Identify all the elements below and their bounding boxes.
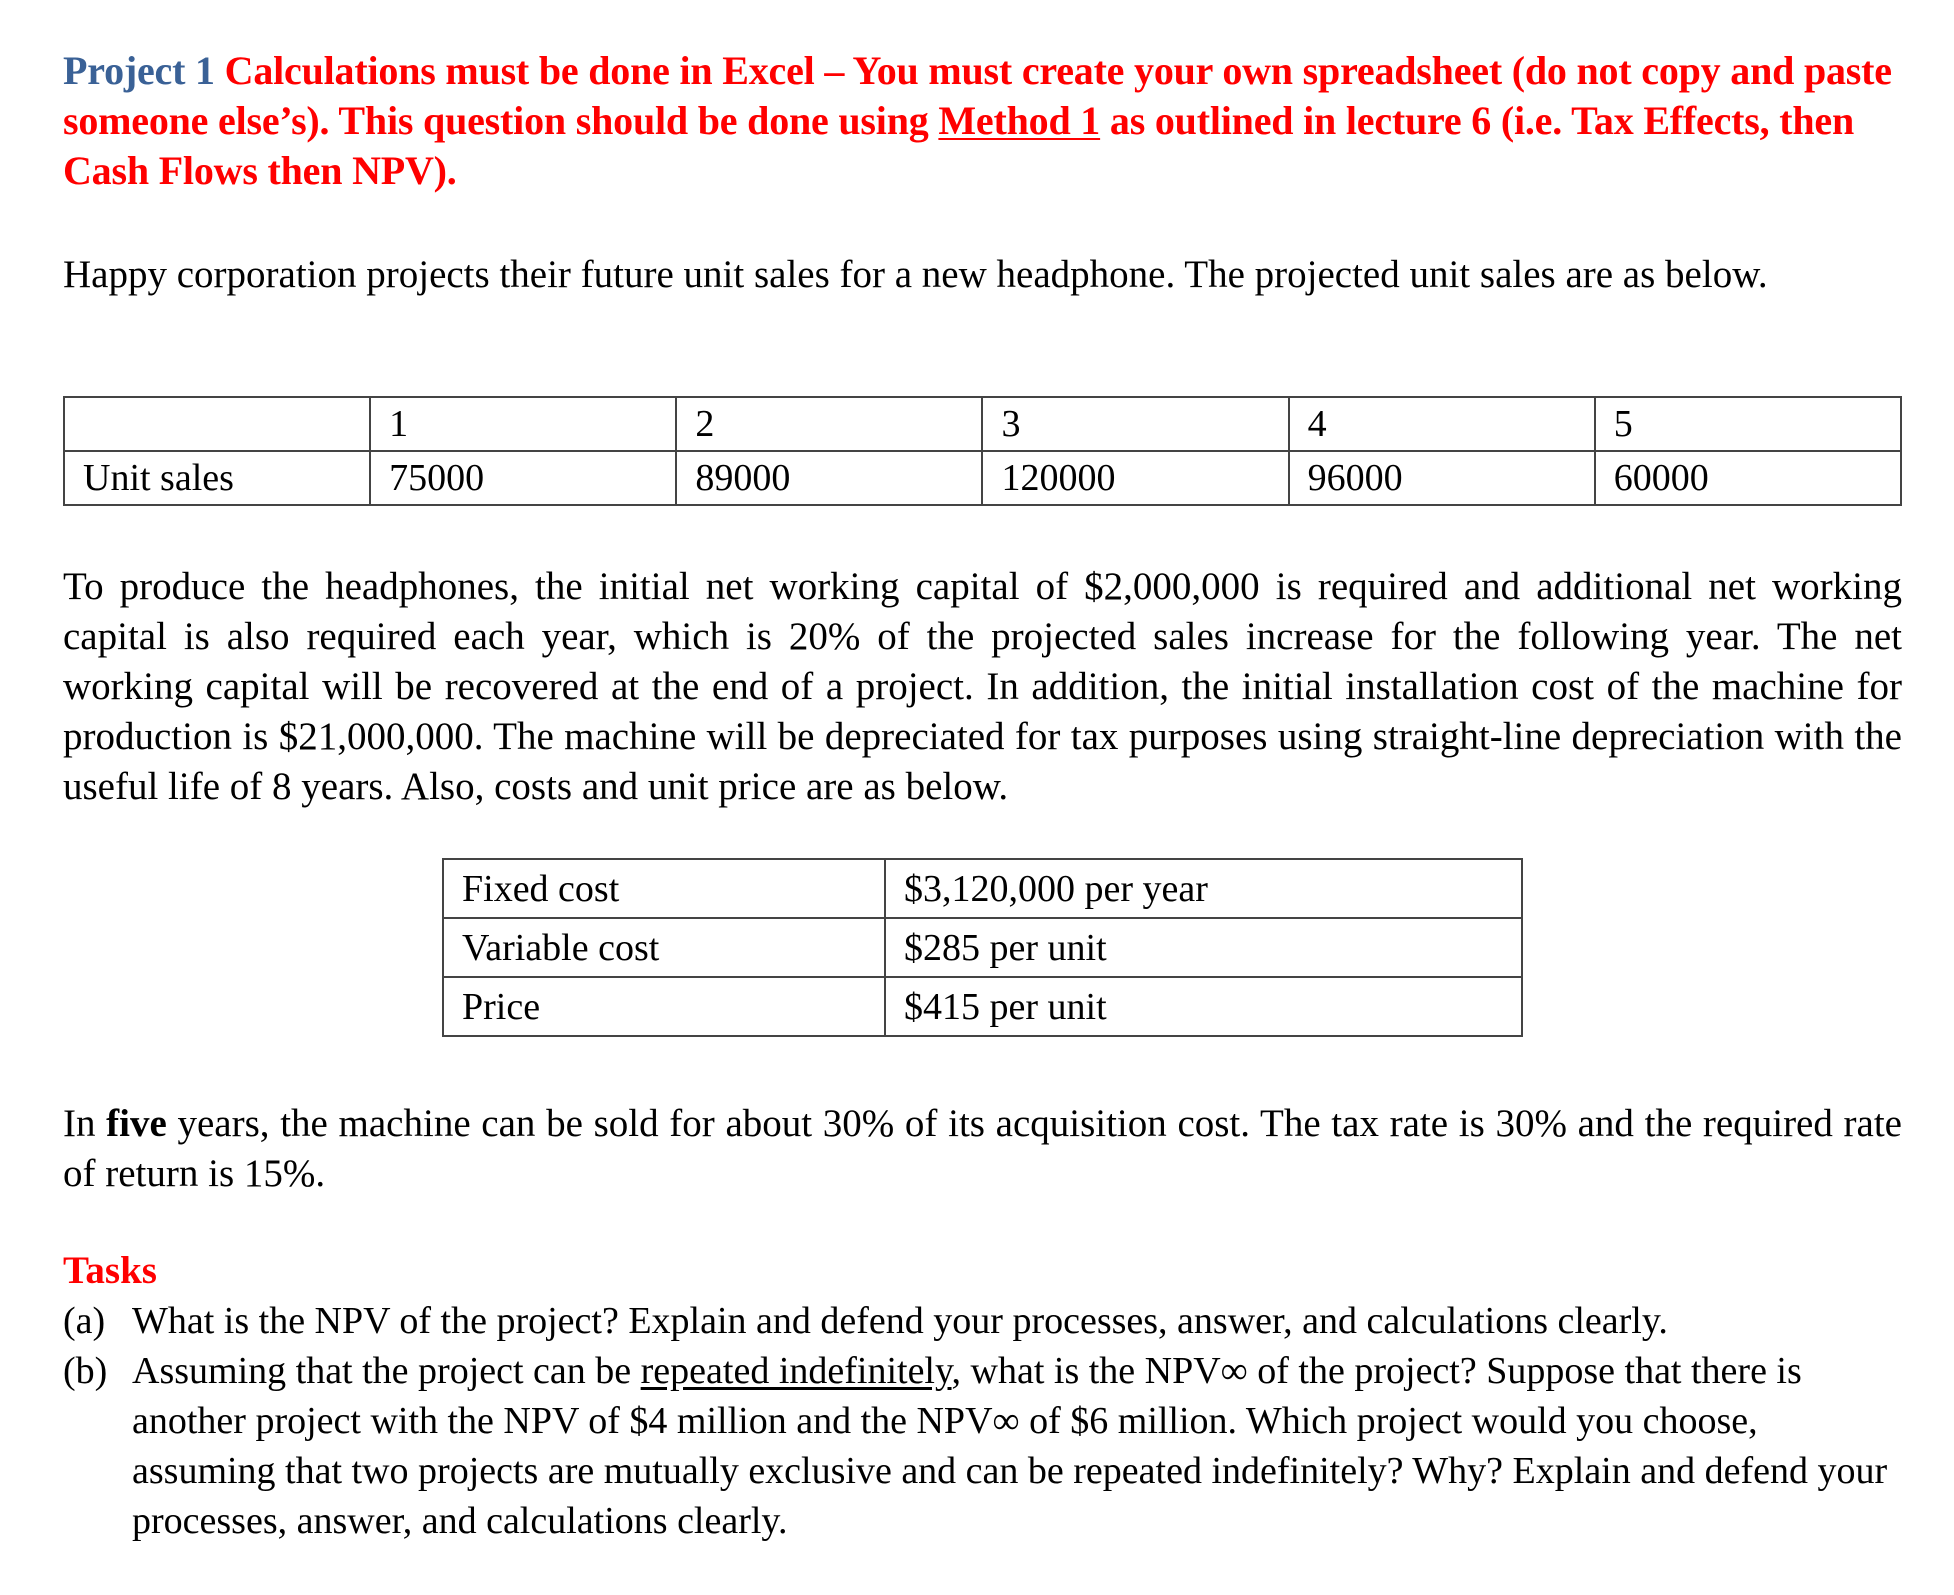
table-row [443,859,1522,918]
table-cell: $3,120,000 per year [885,859,1522,918]
table-cell: 1 [370,397,676,451]
table-cell: 60000 [1595,451,1901,505]
table-row [443,918,1522,977]
table-cell: Fixed cost [443,859,885,918]
task-item-b [63,1346,1902,1546]
instruction-text-cont: as outlined in lecture 6 (i.e. Tax Effects, then Cash Flows then NPV). [63,98,1855,193]
table-cell: Variable cost [443,918,885,977]
table-cell: $285 per unit [885,918,1522,977]
table-cell: 89000 [676,451,982,505]
table-cell: 96000 [1289,451,1595,505]
table-cell: 120000 [982,451,1288,505]
salvage-paragraph [63,1099,1902,1199]
salvage-bold-word: five [106,1102,167,1145]
table-cell: 3 [982,397,1288,451]
salvage-prefix: In [63,1102,107,1145]
task-text [132,1346,1902,1546]
table-row [443,977,1522,1036]
intro-paragraph: Happy corporation projects their future unit sales for a new headphone. The projected unit sales are as below. [63,253,1768,296]
table-cell: 4 [1289,397,1595,451]
task-label: (b) [63,1350,108,1392]
table-cell: Price [443,977,885,1036]
table-cell: 2 [676,397,982,451]
table-header-row [64,397,1901,451]
table-row [64,451,1901,505]
assignment-header [63,46,1902,196]
task-text: What is the NPV of the project? Explain and defend your processes, answer, and calculations clearly. [132,1300,1668,1342]
task-text-after: , what is the NPV∞ of the project? Suppose that there is another project with the NPV of $4 million and the NPV∞ of $6 million. Which project would you choose, assuming that two projects are mutually exclusive and can be repeated indefinitely? Why? Explain and defend your processes, answer, and calculations clearly. [132,1350,1888,1542]
task-text-before: Assuming that the project can be [132,1350,641,1392]
salvage-suffix: years, the machine can be sold for about 30% of its acquisition cost. The tax rate is 30% and the required rate of return is 15%. [63,1102,1902,1195]
method-1-link: Method 1 [938,98,1101,143]
task-item-a [63,1296,1902,1346]
unit-sales-table [63,396,1902,506]
tasks-heading: Tasks [63,1249,157,1292]
project-label: Project 1 [63,48,215,93]
table-cell: Unit sales [64,451,370,505]
task-underlined-text: repeated indefinitely [640,1350,952,1392]
table-cell: 75000 [370,451,676,505]
table-cell: $415 per unit [885,977,1522,1036]
table-cell: 5 [1595,397,1901,451]
instruction-text: Calculations must be done in Excel – You must create your own spreadsheet (do not copy and paste someone else’s). This question should be done using [63,48,1892,143]
table-cell [64,397,370,451]
details-paragraph: To produce the headphones, the initial net working capital of $2,000,000 is required and additional net working capital is also required each year, which is 20% of the projected sales increase for the following year. The net working capital will be recovered at the end of a project. In addition, the initial installation cost of the machine for production is $21,000,000. The machine will be depreciated for tax purposes using straight-line depreciation with the useful life of 8 years. Also, costs and unit price are as below. [63,565,1902,808]
cost-table [442,858,1523,1037]
task-label: (a) [63,1300,106,1342]
